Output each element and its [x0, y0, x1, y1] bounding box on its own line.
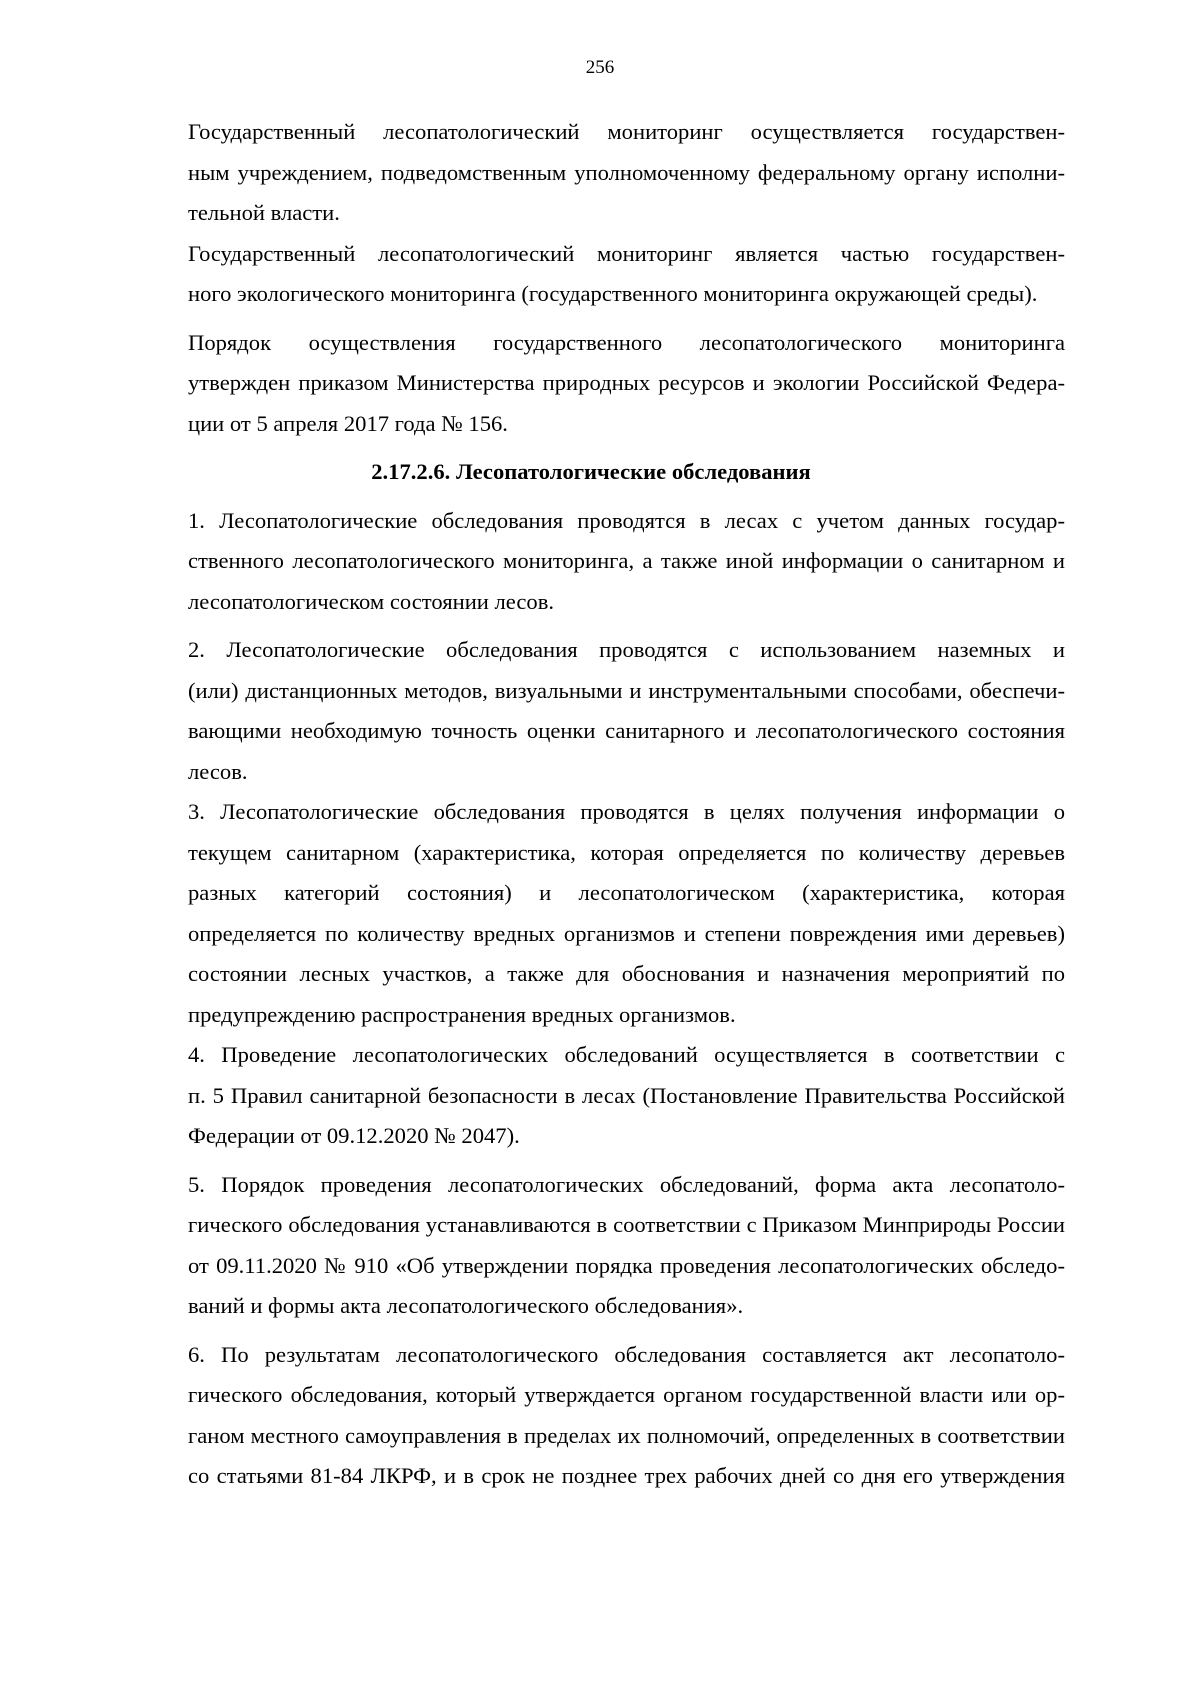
text-line: 2. Лесопатологические обследования проводятся с использованием наземных и [188, 637, 1065, 662]
text-line: (или) дистанционных методов, визуальными и инструментальными способами, обеспечи- [188, 677, 1065, 703]
paragraph-item-3 [117, 792, 1065, 1035]
text-line: вающими необходимую точность оценки санитарного и лесопатологического состояния [188, 718, 1065, 743]
page-number: 256 [585, 57, 615, 78]
paragraph-item-1 [117, 501, 1065, 623]
text-line: со статьями 81-84 ЛКРФ, и в срок не позднее трех рабочих дней со дня его утверждения [188, 1463, 1065, 1488]
paragraph-item-4 [117, 1035, 1065, 1157]
text-line: гического обследования устанавливаются в соответствии с Приказом Минприроды России [188, 1212, 1065, 1237]
text-line: разных категорий состояния) и лесопатологическом (характеристика, которая [188, 880, 1065, 905]
paragraph-monitoring-part [117, 234, 1065, 315]
paragraph-monitoring-order [117, 323, 1065, 445]
text-line: утвержден приказом Министерства природных ресурсов и экологии Российской Федера- [188, 370, 1065, 395]
text-line: ции от 5 апреля 2017 года № 156. [188, 410, 508, 436]
text-line: ного экологического мониторинга (государственного мониторинга окружающей среды). [188, 281, 1038, 306]
text-line: Порядок осуществления государственного лесопатологического мониторинга [188, 329, 1065, 355]
section-heading: 2.17.2.6. Лесопатологические обследования [371, 459, 811, 484]
text-line: лесов. [188, 758, 248, 784]
paragraph-item-5 [117, 1165, 1065, 1327]
text-line: ственного лесопатологического мониторинга, а также иной информации о санитарном и [188, 548, 1065, 573]
document-body [117, 112, 1065, 1497]
text-line: Государственный лесопатологический мониторинг является частью государствен- [188, 240, 1065, 266]
text-line: 5. Порядок проведения лесопатологических обследований, форма акта лесопатоло- [188, 1171, 1065, 1197]
text-line: ганом местного самоуправления в пределах их полномочий, определенных в соответствии [188, 1422, 1065, 1448]
text-line: Государственный лесопатологический мониторинг осуществляется государствен- [188, 119, 1065, 144]
paragraph-item-2 [117, 630, 1065, 792]
text-line: 4. Проведение лесопатологических обследований осуществляется в соответствии с [188, 1042, 1065, 1067]
text-line: лесопатологическом состоянии лесов. [188, 588, 555, 614]
text-line: текущем санитарном (характеристика, которая определяется по количеству деревьев [188, 839, 1065, 865]
text-line: 1. Лесопатологические обследования проводятся в лесах с учетом данных государ- [188, 507, 1065, 533]
text-line: гического обследования, который утверждается органом государственной власти или ор- [188, 1382, 1065, 1407]
text-line: п. 5 Правил санитарной безопасности в лесах (Постановление Правительства Российской [188, 1082, 1065, 1108]
text-line: 3. Лесопатологические обследования проводятся в целях получения информации о [188, 799, 1065, 824]
text-line: ваний и формы акта лесопатологического обследования». [188, 1293, 744, 1318]
paragraph-monitoring-authority [117, 112, 1065, 234]
text-line: 6. По результатам лесопатологического обследования составляется акт лесопатоло- [188, 1341, 1065, 1367]
text-line: определяется по количеству вредных организмов и степени повреждения ими деревьев) [188, 920, 1065, 946]
text-line: ным учреждением, подведомственным уполномоченному федеральному органу исполни- [188, 159, 1065, 185]
text-line: от 09.11.2020 № 910 «Об утверждении порядка проведения лесопатологических обследо- [188, 1252, 1065, 1278]
text-line: предупреждению распространения вредных организмов. [188, 1001, 736, 1027]
text-line: тельной власти. [188, 200, 340, 225]
text-line: состоянии лесных участков, а также для обоснования и назначения мероприятий по [188, 961, 1065, 986]
text-line: Федерации от 09.12.2020 № 2047). [188, 1123, 520, 1148]
paragraph-item-6 [117, 1335, 1065, 1497]
